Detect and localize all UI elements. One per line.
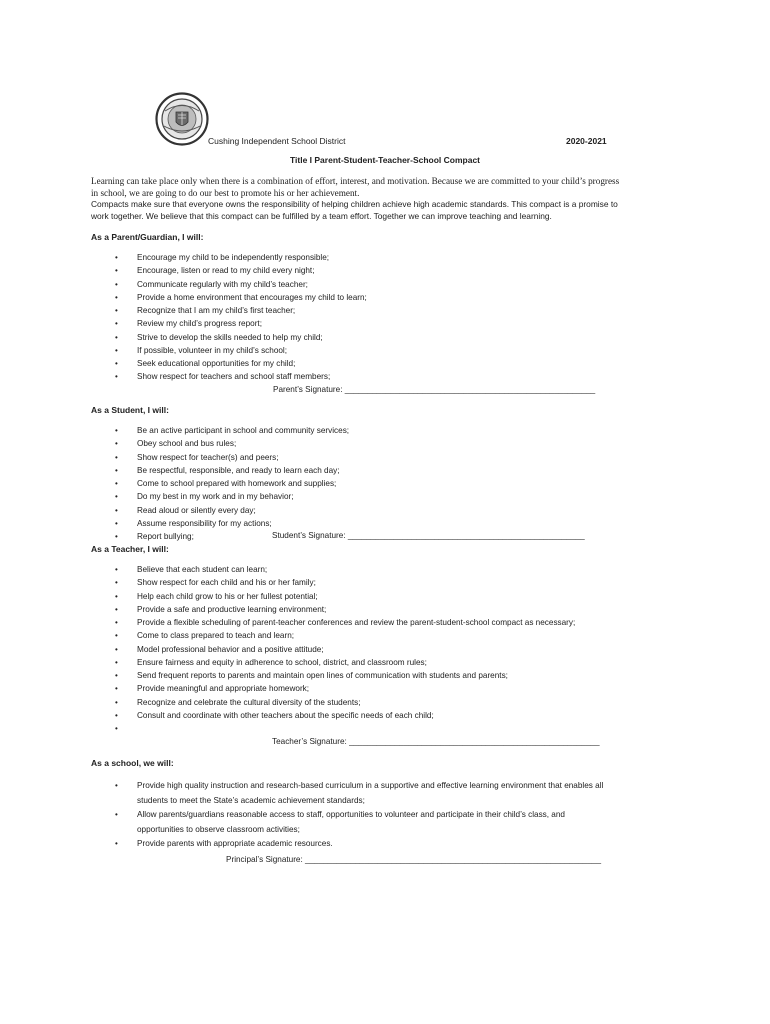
list-item: • Provide high quality instruction and research-based curriculum in a supportive and effective learning environment that enables all students to meet the State’s academic achievement standards;	[115, 781, 604, 805]
list-item: • Encourage, listen or read to my child every night;	[118, 264, 367, 277]
teacher-signature-line[interactable]: Teacher’s Signature: _______________________________________________________	[272, 737, 600, 746]
list-item: • Come to school prepared with homework and supplies;	[118, 477, 349, 490]
list-item: • Show respect for teachers and school staff members;	[118, 370, 367, 383]
list-item: • Encourage my child to be independently responsible;	[118, 251, 367, 264]
parent-heading: As a Parent/Guardian, I will:	[91, 232, 204, 242]
document-title: Title I Parent-Student-Teacher-School Compact	[289, 155, 481, 165]
list-item: • Show respect for teacher(s) and peers;	[118, 451, 349, 464]
student-heading: As a Student, I will:	[91, 405, 169, 415]
school-heading: As a school, we will:	[91, 758, 174, 768]
bullet-icon: •	[115, 710, 118, 720]
list-item: • Seek educational opportunities for my child;	[118, 357, 367, 370]
list-item: • Ensure fairness and equity in adherence to school, district, and classroom rules;	[118, 656, 575, 669]
bullet-icon: •	[115, 657, 118, 667]
list-item: • Come to class prepared to teach and learn;	[118, 629, 575, 642]
bullet-icon: •	[115, 279, 118, 289]
list-item: • Be respectful, responsible, and ready to learn each day;	[118, 464, 349, 477]
intro-paragraph	[91, 176, 691, 199]
bullet-icon: •	[115, 565, 118, 574]
list-item: • Report bullying;	[118, 530, 349, 543]
list-item: • Allow parents/guardians reasonable access to staff, opportunities to volunteer and participate in their child’s class, and opportunities to observe classroom activities;	[115, 810, 565, 834]
compact-paragraph	[91, 199, 691, 222]
bullet-icon: •	[115, 644, 118, 654]
list-item: • Provide meaningful and appropriate homework;	[118, 682, 575, 695]
list-item: • Recognize and celebrate the cultural diversity of the students;	[118, 696, 575, 709]
bullet-icon: •	[115, 319, 118, 329]
principal-signature-line[interactable]: Principal’s Signature: _________________________________________________________________	[226, 855, 602, 864]
bullet-icon: •	[115, 839, 118, 848]
school-year: 2020-2021	[566, 136, 607, 146]
compact-line: Compacts make sure that everyone owns the responsibility of helping children achieve high academic standards. This compact is a promise to	[91, 199, 618, 209]
district-name: Cushing Independent School District	[208, 136, 346, 146]
list-item: • Provide a home environment that encourages my child to learn;	[118, 291, 367, 304]
bullet-icon: •	[115, 345, 118, 355]
bullet-icon: •	[115, 631, 118, 641]
list-item: • Read aloud or silently every day;	[118, 504, 349, 517]
list-item: • Strive to develop the skills needed to help my child;	[118, 331, 367, 344]
bullet-icon: •	[115, 492, 118, 502]
bullet-icon: •	[115, 671, 118, 680]
bullet-icon: •	[115, 359, 118, 368]
bullet-icon: •	[115, 578, 118, 588]
list-item: • Be an active participant in school and community services;	[118, 424, 349, 437]
list-item: • Communicate regularly with my child’s teacher;	[118, 278, 367, 291]
bullet-icon: •	[115, 724, 118, 733]
bullet-icon: •	[115, 618, 118, 627]
list-item: • Help each child grow to his or her fullest potential;	[118, 590, 575, 603]
bullet-icon: •	[115, 591, 118, 601]
list-item: • Provide a safe and productive learning environment;	[118, 603, 575, 616]
bullet-icon: •	[115, 292, 118, 302]
list-item: • Believe that each student can learn;	[118, 563, 575, 576]
bullet-icon: •	[115, 781, 118, 790]
bullet-icon: •	[115, 253, 118, 262]
bullet-icon: •	[115, 604, 118, 614]
teacher-list	[115, 563, 576, 735]
bullet-icon: •	[115, 532, 118, 541]
parent-list	[115, 251, 367, 384]
bullet-icon: •	[115, 426, 118, 435]
list-item: • Show respect for each child and his or her family;	[118, 576, 575, 589]
school-list	[115, 779, 697, 852]
parent-signature-line[interactable]: Parent’s Signature: _______________________________________________________	[273, 385, 596, 394]
bullet-icon: •	[115, 479, 118, 488]
student-list	[115, 424, 350, 543]
bullet-icon: •	[115, 452, 118, 462]
intro-line: Learning can take place only when there is a combination of effort, interest, and motivation. Because we are committed to your child’s progress	[91, 176, 620, 186]
list-item	[115, 722, 575, 735]
list-item: • Review my child’s progress report;	[118, 317, 367, 330]
compact-line: work together. We believe that this compact can be fulfilled by a team effort. Together we can improve teaching and learning.	[91, 210, 552, 221]
student-signature-line[interactable]: Student’s Signature: ____________________________________________________	[272, 531, 585, 540]
bullet-icon: •	[115, 684, 118, 694]
list-item: • Send frequent reports to parents and maintain open lines of communication with students and parents;	[118, 669, 575, 682]
bullet-icon: •	[115, 266, 118, 276]
bullet-icon: •	[115, 518, 118, 528]
bullet-icon: •	[115, 306, 118, 315]
list-item: • If possible, volunteer in my child’s school;	[118, 344, 367, 357]
bullet-icon: •	[115, 465, 118, 475]
intro-line: in school, we are going to do our best to promote his or her achievement.	[91, 187, 360, 198]
list-item: • Consult and coordinate with other teachers about the specific needs of each child;	[118, 709, 575, 722]
teacher-heading: As a Teacher, I will:	[91, 544, 169, 554]
bullet-icon: •	[115, 505, 118, 515]
bullet-icon: •	[115, 332, 118, 342]
bullet-icon: •	[115, 439, 118, 449]
district-seal-logo	[155, 92, 209, 146]
list-item: • Obey school and bus rules;	[118, 437, 349, 450]
list-item: • Do my best in my work and in my behavior;	[118, 490, 349, 503]
bullet-icon: •	[115, 697, 118, 707]
list-item: • Provide parents with appropriate academic resources.	[118, 837, 697, 852]
bullet-icon: •	[115, 810, 118, 819]
list-item: • Assume responsibility for my actions;	[118, 517, 349, 530]
bullet-icon: •	[115, 372, 118, 382]
list-item: • Provide a flexible scheduling of parent-teacher conferences and review the parent-student-school compact as necessary;	[118, 616, 575, 629]
list-item: • Recognize that I am my child’s first teacher;	[118, 304, 367, 317]
list-item: • Model professional behavior and a positive attitude;	[118, 643, 575, 656]
